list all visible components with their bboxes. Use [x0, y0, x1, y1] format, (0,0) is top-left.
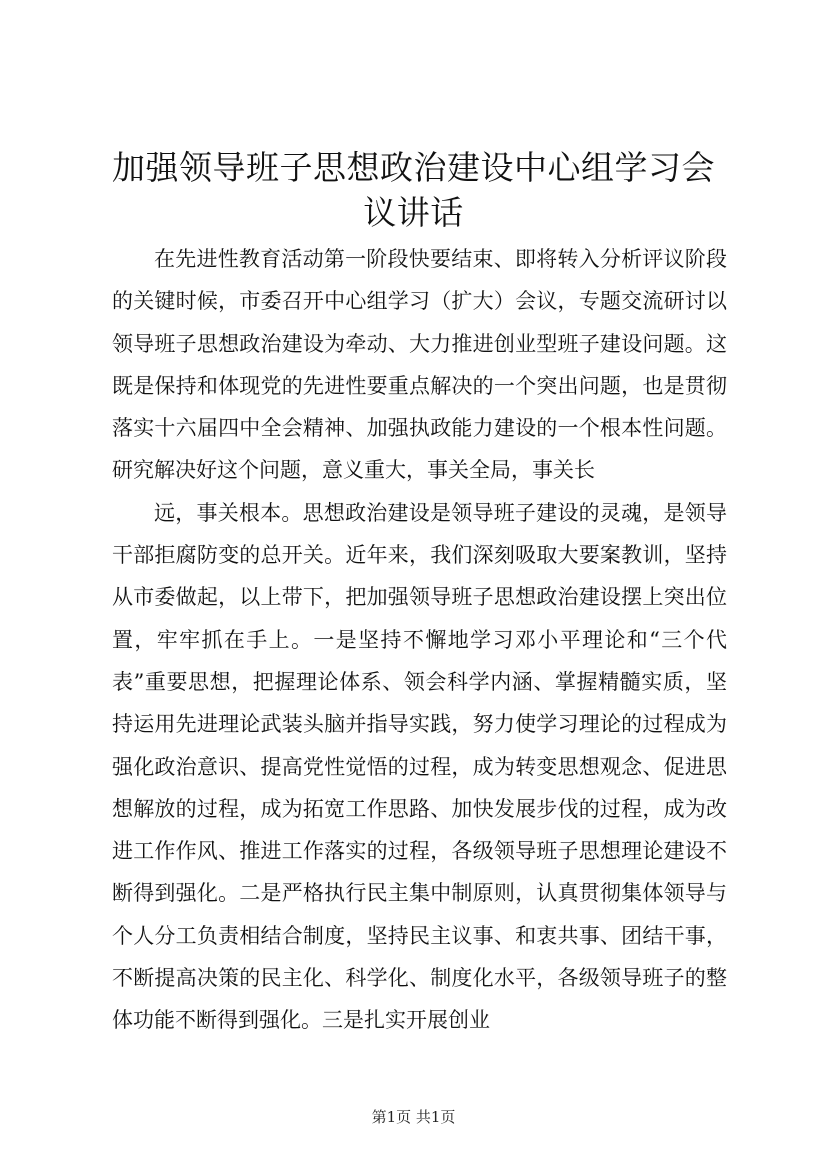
document-body: [112, 238, 727, 1042]
body-paragraph-1: 在先进性教育活动第一阶段快要结束、即将转入分析评议阶段的关键时候，市委召开中心组学习（扩大）会议，专题交流研讨以领导班子思想政治建设为牵动、大力推进创业型班子建设问题。这既是保持和体现党的先进性要重点解决的一个突出问题，也是贯彻落实十六届四中全会精神、加强执政能力建设的一个根本性问题。研究解决好这个问题，意义重大，事关全局，事关长: [112, 247, 727, 483]
body-paragraph-2: 远，事关根本。思想政治建设是领导班子建设的灵魂，是领导干部拒腐防变的总开关。近年来，我们深刻吸取大要案教训，坚持从市委做起，以上带下，把加强领导班子思想政治建设摆上突出位置，牢牢抓在手上。一是坚持不懈地学习邓小平理论和“三个代表”重要思想，把握理论体系、领会科学内涵、掌握精髓实质，坚持运用先进理论武装头脑并指导实践，努力使学习理论的过程成为强化政治意识、提高党性觉悟的过程，成为转变思想观念、促进思想解放的过程，成为拓宽工作思路、加快发展步伐的过程，成为改进工作作风、推进工作落实的过程，各级领导班子思想理论建设不断得到强化。二是严格执行民主集中制原则，认真贯彻集体领导与个人分工负责相结合制度，坚持民主议事、和衷共事、团结干事，不断提高决策的民主化、科学化、制度化水平，各级领导班子的整体功能不断得到强化。三是扎实开展创业: [112, 500, 727, 1033]
page-footer: 第1页 共1页: [371, 1108, 456, 1126]
document-title: 加强领导班子思想政治建设中心组学习会议讲话: [112, 148, 715, 232]
